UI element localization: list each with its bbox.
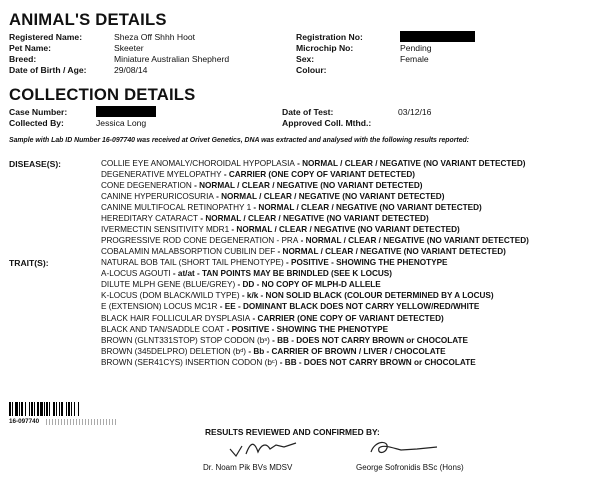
result-name: K-LOCUS (DOM BLACK/WILD TYPE) bbox=[101, 291, 240, 301]
collected-by-label: Collected By: bbox=[9, 118, 64, 128]
signatory-name: Dr. Noam Pik BVs MDSV bbox=[203, 463, 293, 472]
date-of-birth-label: Date of Birth / Age: bbox=[9, 65, 87, 75]
disease-row bbox=[101, 170, 415, 179]
trait-row bbox=[101, 291, 494, 300]
result-name: NATURAL BOB TAIL (SHORT TAIL PHENOTYPE) bbox=[101, 258, 284, 267]
trait-row bbox=[101, 269, 392, 278]
collection-details-heading: COLLECTION DETAILS bbox=[9, 85, 196, 104]
result-value: - POSITIVE - SHOWING THE PHENOTYPE bbox=[224, 324, 389, 334]
barcode-caption: 16-097740 bbox=[9, 418, 40, 425]
sample-note: Sample with Lab ID Number 16-097740 was received at Orivet Genetics, DNA was extracted and analysed with the following results reported: bbox=[9, 137, 470, 144]
result-name: COLLIE EYE ANOMALY/CHOROIDAL HYPOPLASIA bbox=[101, 159, 295, 168]
registration-no-redaction bbox=[400, 31, 475, 42]
result-value: - NORMAL / CLEAR / NEGATIVE (NO VARIANT DETECTED) bbox=[275, 247, 506, 256]
barcode-blurred-text bbox=[46, 419, 118, 425]
result-name: BLACK HAIR FOLLICULAR DYSPLASIA bbox=[101, 313, 251, 323]
pet-name-label: Pet Name: bbox=[9, 43, 52, 53]
trait-row bbox=[101, 358, 476, 367]
result-name: BROWN (SER41CYS) INSERTION CODON (bᶜ) bbox=[101, 357, 278, 367]
signature-george-sofronidis bbox=[365, 436, 440, 458]
result-value: - CARRIER (ONE COPY OF VARIANT DETECTED) bbox=[221, 170, 416, 179]
breed-label: Breed: bbox=[9, 54, 37, 64]
result-value: - NORMAL / CLEAR / NEGATIVE (NO VARIANT DETECTED) bbox=[198, 214, 429, 223]
result-name: CANINE HYPERURICOSURIA bbox=[101, 192, 214, 201]
registered-name-label: Registered Name: bbox=[9, 32, 83, 42]
result-name: DEGENERATIVE MYELOPATHY bbox=[101, 170, 222, 179]
signature-noam-pik bbox=[228, 437, 300, 459]
disease-section-label: DISEASE(S): bbox=[9, 159, 62, 169]
result-value: - NORMAL / CLEAR / NEGATIVE (NO VARIANT DETECTED) bbox=[229, 225, 460, 234]
disease-row bbox=[101, 225, 460, 234]
case-number-label: Case Number: bbox=[9, 107, 68, 117]
result-name: PROGRESSIVE ROD CONE DEGENERATION - PRA bbox=[101, 236, 299, 245]
registration-no-label: Registration No: bbox=[296, 32, 363, 42]
approved-collection-method-label: Approved Coll. Mthd.: bbox=[282, 118, 372, 128]
trait-section-label: TRAIT(S): bbox=[9, 258, 49, 268]
disease-row bbox=[101, 247, 506, 256]
result-name: BROWN (345DELPRO) DELETION (bᵈ) bbox=[101, 346, 247, 356]
result-name: IVERMECTIN SENSITIVITY MDR1 bbox=[101, 225, 230, 234]
pet-name-value: Skeeter bbox=[114, 43, 144, 53]
date-of-birth-value: 29/08/14 bbox=[114, 65, 148, 75]
animals-details-heading: ANIMAL'S DETAILS bbox=[9, 10, 167, 29]
colour-label: Colour: bbox=[296, 65, 327, 75]
trait-row bbox=[101, 280, 381, 289]
result-name: CONE DEGENERATION bbox=[101, 181, 192, 190]
trait-row bbox=[101, 325, 388, 334]
result-value: - Bb - CARRIER OF BROWN / LIVER / CHOCOLATE bbox=[246, 346, 446, 356]
trait-row bbox=[101, 336, 468, 345]
trait-row bbox=[101, 258, 448, 267]
result-value: - DD - NO COPY OF MLPH-D ALLELE bbox=[235, 280, 381, 290]
result-value: - EE - DOMINANT BLACK DOES NOT CARRY YELLOW/RED/WHITE bbox=[217, 302, 480, 312]
disease-row bbox=[101, 214, 429, 223]
sex-value: Female bbox=[400, 54, 429, 64]
date-of-test-value: 03/12/16 bbox=[398, 107, 432, 117]
registered-name-value: Sheza Off Shhh Hoot bbox=[114, 32, 196, 42]
disease-row bbox=[101, 192, 444, 201]
disease-row bbox=[101, 236, 529, 245]
trait-row bbox=[101, 347, 446, 356]
disease-row bbox=[101, 181, 422, 190]
result-name: HEREDITARY CATARACT bbox=[101, 214, 199, 223]
result-value: - NORMAL / CLEAR / NEGATIVE (NO VARIANT DETECTED) bbox=[191, 181, 423, 190]
microchip-no-value: Pending bbox=[400, 43, 432, 53]
breed-value: Miniature Australian Shepherd bbox=[114, 54, 230, 64]
result-value: - BB - DOES NOT CARRY BROWN or CHOCOLATE bbox=[277, 357, 476, 367]
result-value: - NORMAL / CLEAR / NEGATIVE (NO VARIANT DETECTED) bbox=[213, 192, 445, 201]
result-value: - NORMAL / CLEAR / NEGATIVE (NO VARIANT DETECTED) bbox=[294, 159, 526, 168]
result-name: A-LOCUS AGOUTI bbox=[101, 269, 171, 279]
disease-row bbox=[101, 159, 525, 168]
result-value: - k/k - NON SOLID BLACK (COLOUR DETERMINED BY A LOCUS) bbox=[239, 291, 494, 301]
result-value: - POSITIVE - SHOWING THE PHENOTYPE bbox=[283, 258, 448, 267]
result-name: E (EXTENSION) LOCUS MC1R bbox=[101, 302, 218, 312]
barcode bbox=[9, 402, 124, 416]
results-confirmed-heading: RESULTS REVIEWED AND CONFIRMED BY: bbox=[205, 427, 380, 437]
result-name: BROWN (GLNT331STOP) STOP CODON (bˢ) bbox=[101, 335, 270, 345]
result-value: - CARRIER (ONE COPY OF VARIANT DETECTED) bbox=[250, 313, 444, 323]
result-value: - at/at - TAN POINTS MAY BE BRINDLED (SEE K LOCUS) bbox=[170, 269, 392, 279]
result-value: - NORMAL / CLEAR / NEGATIVE (NO VARIANT DETECTED) bbox=[298, 236, 529, 245]
trait-row bbox=[101, 302, 479, 311]
result-name: CANINE MULTIFOCAL RETINOPATHY 1 bbox=[101, 203, 252, 212]
result-value: - BB - DOES NOT CARRY BROWN or CHOCOLATE bbox=[269, 335, 469, 345]
result-name: BLACK AND TAN/SADDLE COAT bbox=[101, 324, 225, 334]
disease-row bbox=[101, 203, 482, 212]
result-name: DILUTE MLPH GENE (BLUE/GREY) bbox=[101, 280, 236, 290]
trait-row bbox=[101, 314, 444, 323]
date-of-test-label: Date of Test: bbox=[282, 107, 334, 117]
sex-label: Sex: bbox=[296, 54, 315, 64]
case-number-redaction bbox=[96, 106, 156, 117]
signatory-name: George Sofronidis BSc (Hons) bbox=[356, 463, 464, 472]
result-name: COBALAMIN MALABSORPTION CUBILIN DEF bbox=[101, 247, 276, 256]
collected-by-value: Jessica Long bbox=[96, 118, 147, 128]
result-value: - NORMAL / CLEAR / NEGATIVE (NO VARIANT DETECTED) bbox=[251, 203, 482, 212]
microchip-no-label: Microchip No: bbox=[296, 43, 354, 53]
